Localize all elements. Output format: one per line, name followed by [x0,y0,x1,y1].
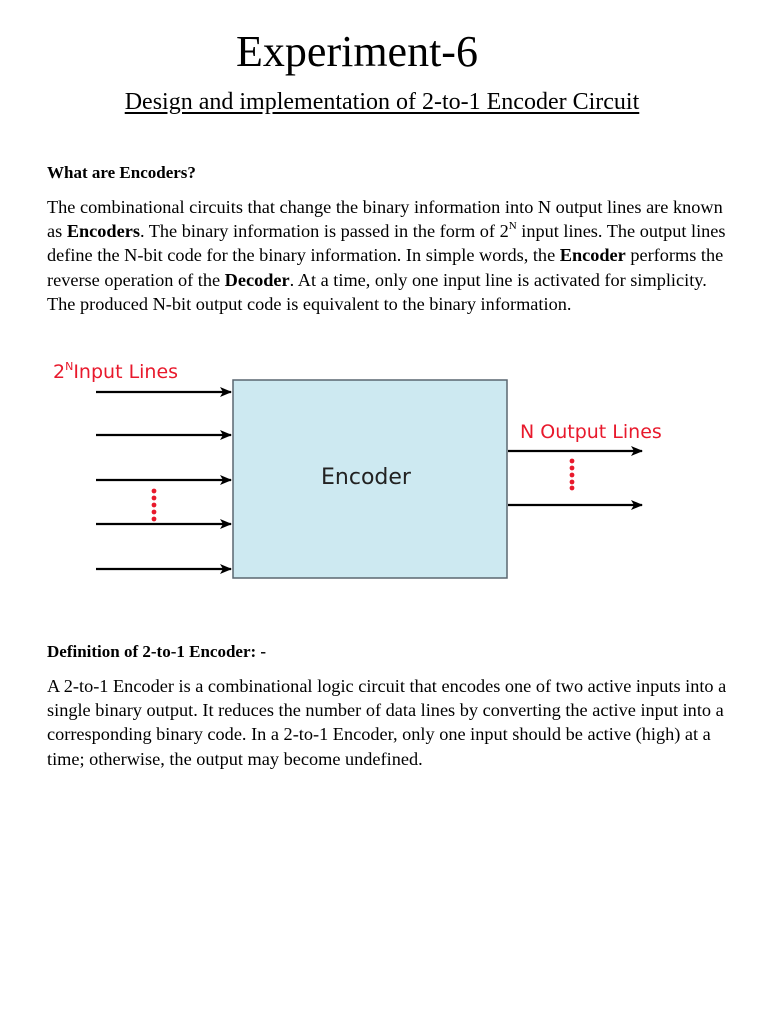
input-lines-label [53,360,178,383]
page-title: Experiment-6 [236,27,478,76]
encoders-paragraph [47,195,727,316]
para-text: The combinational circuits that change the binary information into N output lines are known as [47,197,723,242]
bold-term-encoder: Encoder [559,245,626,266]
output-ellipsis-dots [570,459,575,491]
superscript-n: N [508,220,517,233]
input-ellipsis-dots [152,489,157,522]
bold-term-encoders: Encoders [66,221,140,242]
output-lines-label: N Output Lines [520,421,662,443]
section-heading-definition: Definition of 2-to-1 Encoder: - [47,642,267,661]
bold-term-decoder: Decoder [224,269,290,290]
input-label-sup: N [65,360,74,373]
encoder-block-label: Encoder [321,465,411,490]
section-heading-what-are-encoders: What are Encoders? [47,163,196,182]
para-text: performs the reverse operation of the [47,245,724,290]
input-label-base: 2 [53,361,66,383]
para-text: input lines. The output lines define the N-bit code for the binary information. In simple words, the [47,221,726,266]
input-label-rest: Input Lines [73,361,179,383]
para-text: . The binary information is passed in the form of 2 [139,221,509,242]
para-text: . At a time, only one input line is activated for simplicity. The produced N-bit output code is equivalent to the binary information. [47,269,707,314]
definition-paragraph: A 2-to-1 Encoder is a combinational logic circuit that encodes one of two active inputs into a single binary output. It reduces the number of data lines by converting the active input into a corresponding binary code. In a 2-to-1 Encoder, only one input should be active (high) at a time; otherwise, the output may become undefined. [47,676,727,769]
output-lines [508,451,642,505]
input-lines [96,392,231,569]
page-subtitle: Design and implementation of 2-to-1 Encoder Circuit [124,89,640,115]
encoder-block-diagram [0,350,768,590]
